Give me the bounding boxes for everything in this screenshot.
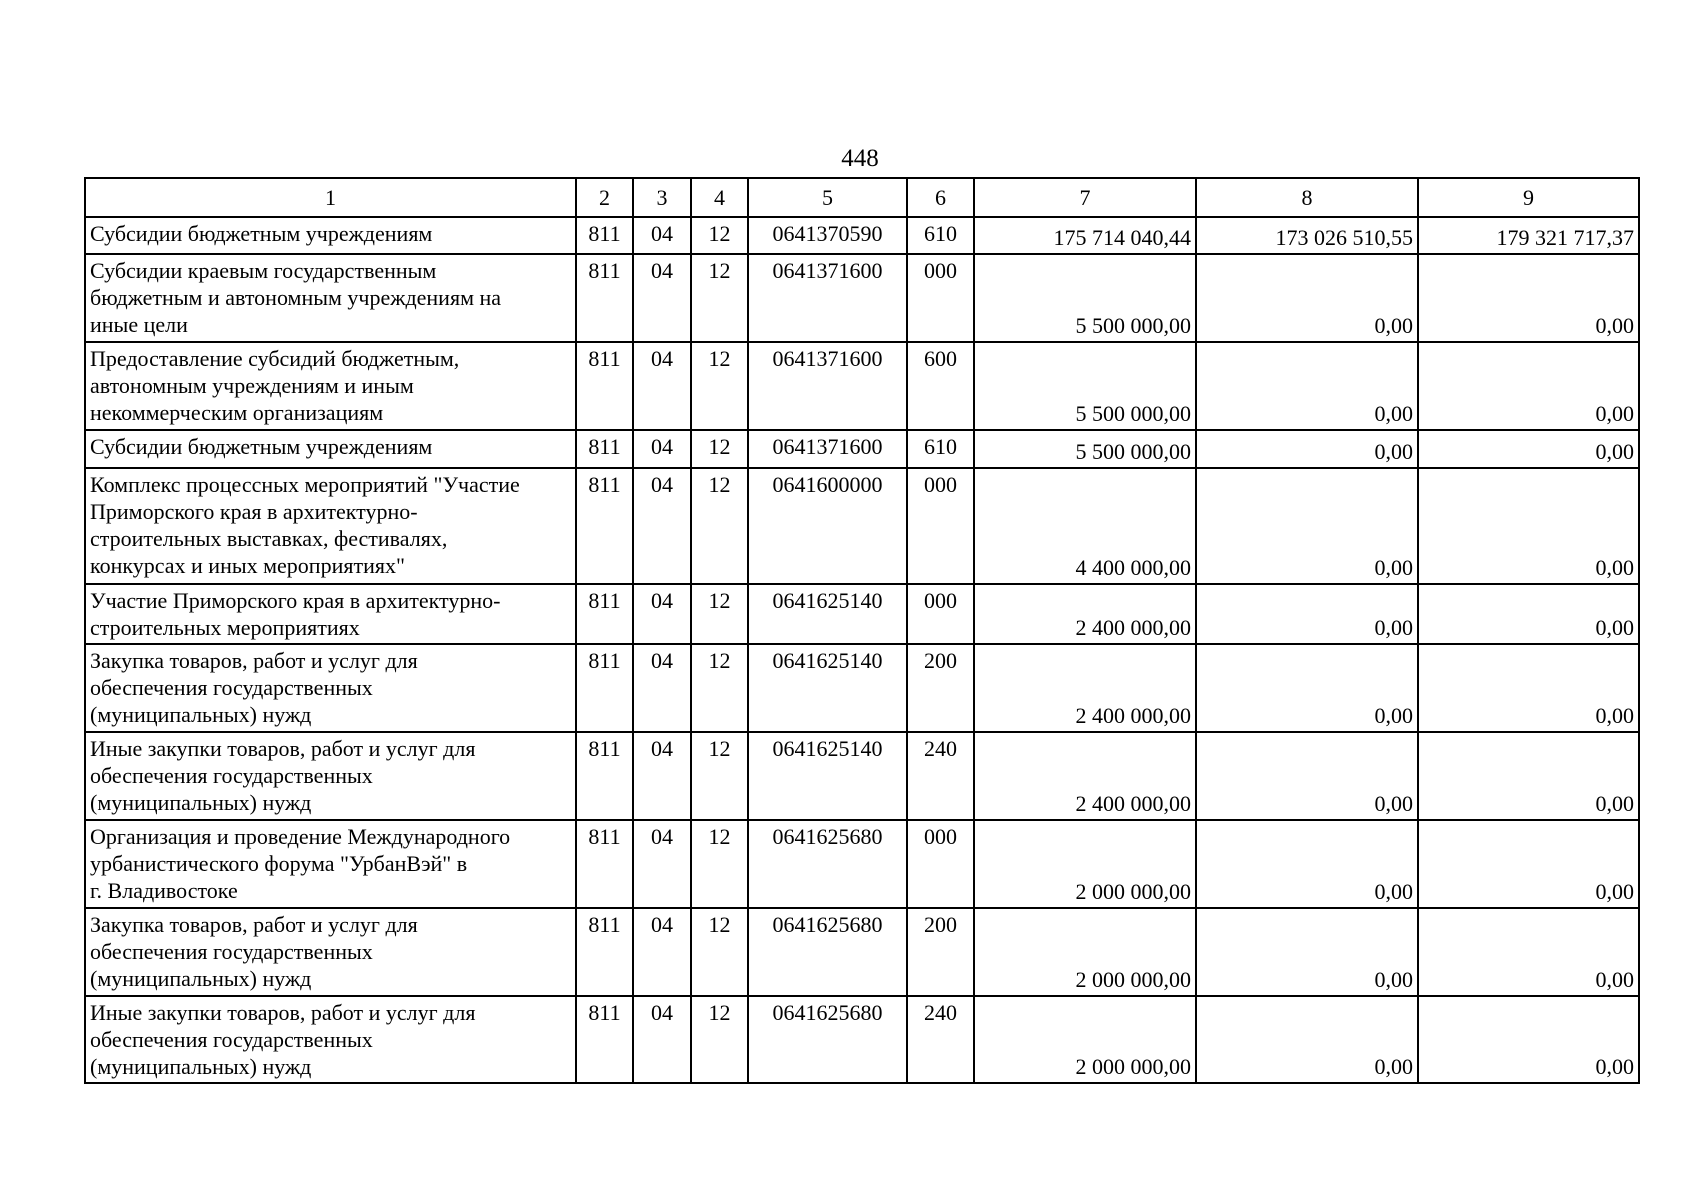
- column-header: 8: [1196, 178, 1418, 217]
- row-code: 12: [691, 217, 748, 254]
- column-header: 2: [576, 178, 633, 217]
- table-row: [85, 342, 1639, 430]
- row-code: 600: [907, 342, 974, 430]
- row-amount: 2 000 000,00: [974, 996, 1196, 1083]
- row-amount: 0,00: [1418, 342, 1639, 430]
- row-name: Участие Приморского края в архитектурно- строительных мероприятиях: [85, 584, 576, 644]
- row-amount: 0,00: [1196, 430, 1418, 468]
- row-amount: 175 714 040,44: [974, 217, 1196, 254]
- row-code: 610: [907, 217, 974, 254]
- row-code: 811: [576, 430, 633, 468]
- row-code: 200: [907, 644, 974, 732]
- row-name: Предоставление субсидий бюджетным, автономным учреждениям и иным некоммерческим организациям: [85, 342, 576, 430]
- row-code: 811: [576, 644, 633, 732]
- row-code: 12: [691, 820, 748, 908]
- row-code: 811: [576, 908, 633, 996]
- row-code: 811: [576, 732, 633, 820]
- row-amount: 0,00: [1196, 342, 1418, 430]
- row-code: 04: [633, 908, 691, 996]
- row-code: 12: [691, 996, 748, 1083]
- row-amount: 0,00: [1418, 430, 1639, 468]
- column-header: 1: [85, 178, 576, 217]
- row-code: 12: [691, 430, 748, 468]
- row-code: 04: [633, 468, 691, 584]
- table-row: [85, 996, 1639, 1083]
- row-name: Организация и проведение Международного урбанистического форума "УрбанВэй" в г. Владивостоке: [85, 820, 576, 908]
- row-code: 04: [633, 217, 691, 254]
- row-code: 0641625680: [748, 908, 907, 996]
- column-header: 3: [633, 178, 691, 217]
- row-amount: 0,00: [1196, 584, 1418, 644]
- row-code: 12: [691, 584, 748, 644]
- row-name: Иные закупки товаров, работ и услуг для обеспечения государственных (муниципальных) нужд: [85, 996, 576, 1083]
- row-code: 0641371600: [748, 254, 907, 342]
- row-code: 0641625680: [748, 820, 907, 908]
- row-code: 000: [907, 468, 974, 584]
- row-amount: 2 400 000,00: [974, 644, 1196, 732]
- row-amount: 0,00: [1418, 996, 1639, 1083]
- row-name: Закупка товаров, работ и услуг для обеспечения государственных (муниципальных) нужд: [85, 908, 576, 996]
- row-amount: 5 500 000,00: [974, 254, 1196, 342]
- row-amount: 0,00: [1418, 820, 1639, 908]
- row-amount: 0,00: [1418, 908, 1639, 996]
- row-name: Субсидии бюджетным учреждениям: [85, 217, 576, 254]
- row-amount: 0,00: [1196, 468, 1418, 584]
- row-amount: 4 400 000,00: [974, 468, 1196, 584]
- row-code: 000: [907, 820, 974, 908]
- row-code: 811: [576, 820, 633, 908]
- row-amount: 0,00: [1196, 732, 1418, 820]
- table-row: [85, 217, 1639, 254]
- row-amount: 0,00: [1418, 254, 1639, 342]
- table-row: [85, 254, 1639, 342]
- header-row: [85, 178, 1639, 217]
- row-code: 0641371600: [748, 342, 907, 430]
- row-code: 04: [633, 996, 691, 1083]
- column-header: 4: [691, 178, 748, 217]
- row-code: 04: [633, 732, 691, 820]
- row-amount: 2 000 000,00: [974, 908, 1196, 996]
- row-code: 811: [576, 584, 633, 644]
- row-code: 04: [633, 430, 691, 468]
- row-amount: 2 400 000,00: [974, 732, 1196, 820]
- row-code: 811: [576, 468, 633, 584]
- page-number: 448: [841, 145, 879, 172]
- row-amount: 5 500 000,00: [974, 430, 1196, 468]
- column-header: 6: [907, 178, 974, 217]
- row-amount: 0,00: [1418, 732, 1639, 820]
- row-code: 04: [633, 644, 691, 732]
- row-amount: 173 026 510,55: [1196, 217, 1418, 254]
- row-code: 0641600000: [748, 468, 907, 584]
- row-code: 000: [907, 254, 974, 342]
- row-amount: 5 500 000,00: [974, 342, 1196, 430]
- row-code: 0641370590: [748, 217, 907, 254]
- budget-table: [84, 177, 1640, 1084]
- column-header: 9: [1418, 178, 1639, 217]
- row-code: 12: [691, 342, 748, 430]
- row-amount: 0,00: [1418, 468, 1639, 584]
- column-header: 7: [974, 178, 1196, 217]
- row-code: 811: [576, 342, 633, 430]
- row-name: Субсидии краевым государственным бюджетным и автономным учреждениям на иные цели: [85, 254, 576, 342]
- row-code: 000: [907, 584, 974, 644]
- row-name: Комплекс процессных мероприятий "Участие Приморского края в архитектурно- строительных выставках, фестивалях, конкурсах и иных мероприятиях": [85, 468, 576, 584]
- row-code: 811: [576, 217, 633, 254]
- row-amount: 2 400 000,00: [974, 584, 1196, 644]
- row-amount: 0,00: [1418, 644, 1639, 732]
- table-row: [85, 908, 1639, 996]
- row-amount: 0,00: [1196, 908, 1418, 996]
- row-code: 610: [907, 430, 974, 468]
- table-row: [85, 644, 1639, 732]
- row-code: 12: [691, 254, 748, 342]
- row-code: 811: [576, 996, 633, 1083]
- row-amount: 0,00: [1196, 644, 1418, 732]
- row-code: 240: [907, 732, 974, 820]
- row-code: 04: [633, 254, 691, 342]
- row-amount: 0,00: [1418, 584, 1639, 644]
- row-code: 0641625140: [748, 732, 907, 820]
- row-amount: 0,00: [1196, 996, 1418, 1083]
- row-code: 12: [691, 908, 748, 996]
- row-code: 04: [633, 584, 691, 644]
- row-code: 811: [576, 254, 633, 342]
- column-header: 5: [748, 178, 907, 217]
- row-code: 0641625140: [748, 584, 907, 644]
- table-row: [85, 468, 1639, 584]
- table-row: [85, 732, 1639, 820]
- table-row: [85, 430, 1639, 468]
- row-code: 0641371600: [748, 430, 907, 468]
- row-code: 12: [691, 644, 748, 732]
- row-name: Иные закупки товаров, работ и услуг для обеспечения государственных (муниципальных) нужд: [85, 732, 576, 820]
- row-code: 12: [691, 732, 748, 820]
- row-code: 04: [633, 820, 691, 908]
- row-name: Субсидии бюджетным учреждениям: [85, 430, 576, 468]
- row-code: 0641625680: [748, 996, 907, 1083]
- row-code: 04: [633, 342, 691, 430]
- table-row: [85, 820, 1639, 908]
- row-code: 200: [907, 908, 974, 996]
- table-row: [85, 584, 1639, 644]
- row-code: 12: [691, 468, 748, 584]
- row-code: 0641625140: [748, 644, 907, 732]
- row-amount: 2 000 000,00: [974, 820, 1196, 908]
- row-amount: 0,00: [1196, 820, 1418, 908]
- row-amount: 179 321 717,37: [1418, 217, 1639, 254]
- row-name: Закупка товаров, работ и услуг для обеспечения государственных (муниципальных) нужд: [85, 644, 576, 732]
- row-amount: 0,00: [1196, 254, 1418, 342]
- row-code: 240: [907, 996, 974, 1083]
